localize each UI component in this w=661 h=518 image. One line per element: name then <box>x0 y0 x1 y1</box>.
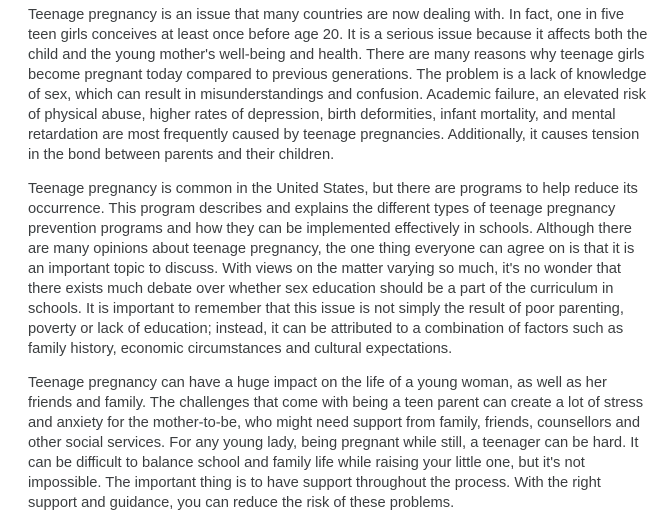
paragraph-intro-issue: Teenage pregnancy is an issue that many countries are now dealing with. In fact, one in five teen girls conceives at least once before age 20. It is a serious issue because it affects both the child and the young mother's well-being and health. There are many reasons why teenage girls become pregnant today compared to previous generations. The problem is a lack of knowledge of sex, which can result in misunderstandings and confusion. Academic failure, an elevated risk of physical abuse, higher rates of depression, birth deformities, infant mortality, and mental retardation are most frequently caused by teenage pregnancies. Additionally, it causes tension in the bond between parents and their children. <box>28 7 648 163</box>
paragraph-prevention-programs: Teenage pregnancy is common in the United States, but there are programs to help reduce its occurrence. This program describes and explains the different types of teenage pregnancy prevention programs and how they can be implemented effectively in schools. Although there are many opinions about teenage pregnancy, the one thing everyone can agree on is that it is an important topic to discuss. With views on the matter varying so much, it's no wonder that there exists much debate over whether sex education should be a part of the curriculum in schools. It is important to remember that this issue is not simply the result of poor parenting, poverty or lack of education; instead, it can be attributed to a combination of factors such as family history, economic circumstances and cultural expectations. <box>28 181 638 357</box>
paragraph-impact-support: Teenage pregnancy can have a huge impact on the life of a young woman, as well as her friends and family. The challenges that come with being a teen parent can create a lot of stress and anxiety for the mother-to-be, who might need support from family, friends, counsellors and other social services. For any young lady, being pregnant while still, a teenager can be hard. It can be difficult to balance school and family life while raising your little one, but it's not impossible. The important thing is to have support throughout the process. With the right support and guidance, you can reduce the risk of these problems. <box>28 375 644 511</box>
